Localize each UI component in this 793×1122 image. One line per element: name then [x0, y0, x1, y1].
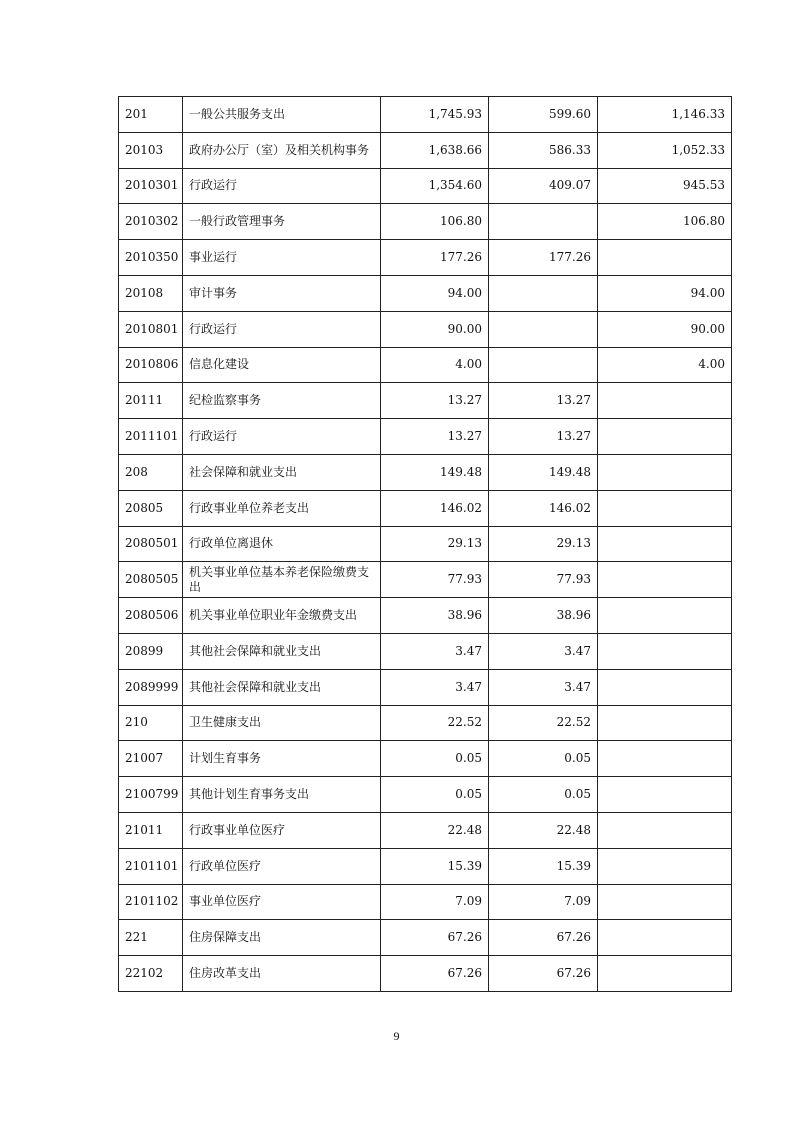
- subject-code-cell: 2011101: [119, 419, 183, 455]
- subject-name-cell: 其他计划生育事务支出: [183, 777, 381, 813]
- table-row: [119, 347, 732, 383]
- project-expenditure-cell: [598, 419, 732, 455]
- project-expenditure-cell: [598, 884, 732, 920]
- subject-name-cell: 纪检监察事务: [183, 383, 381, 419]
- table-row: [119, 419, 732, 455]
- subject-code-cell: 2010302: [119, 204, 183, 240]
- subject-name-cell: 行政运行: [183, 419, 381, 455]
- project-expenditure-cell: 4.00: [598, 347, 732, 383]
- subject-code-cell: 2089999: [119, 669, 183, 705]
- project-expenditure-cell: [598, 240, 732, 276]
- subject-code-cell: 20111: [119, 383, 183, 419]
- table-row: [119, 812, 732, 848]
- subject-code-cell: 20108: [119, 275, 183, 311]
- project-expenditure-cell: 1,146.33: [598, 97, 732, 133]
- basic-expenditure-cell: [489, 275, 598, 311]
- total-amount-cell: 177.26: [381, 240, 489, 276]
- subject-name-cell: 行政运行: [183, 311, 381, 347]
- project-expenditure-cell: 94.00: [598, 275, 732, 311]
- basic-expenditure-cell: 22.48: [489, 812, 598, 848]
- subject-code-cell: 201: [119, 97, 183, 133]
- basic-expenditure-cell: 146.02: [489, 490, 598, 526]
- subject-name-cell: 行政事业单位养老支出: [183, 490, 381, 526]
- subject-name-cell: 一般公共服务支出: [183, 97, 381, 133]
- table-row: [119, 884, 732, 920]
- total-amount-cell: 3.47: [381, 633, 489, 669]
- basic-expenditure-cell: 599.60: [489, 97, 598, 133]
- total-amount-cell: 3.47: [381, 669, 489, 705]
- expenditure-table: [118, 96, 732, 992]
- basic-expenditure-cell: 0.05: [489, 777, 598, 813]
- basic-expenditure-cell: 0.05: [489, 741, 598, 777]
- table-row: [119, 311, 732, 347]
- subject-code-cell: 2100799: [119, 777, 183, 813]
- table-row: [119, 275, 732, 311]
- total-amount-cell: 146.02: [381, 490, 489, 526]
- project-expenditure-cell: 1,052.33: [598, 132, 732, 168]
- table-row: [119, 383, 732, 419]
- subject-name-cell: 住房改革支出: [183, 956, 381, 992]
- project-expenditure-cell: [598, 812, 732, 848]
- project-expenditure-cell: 945.53: [598, 168, 732, 204]
- subject-code-cell: 221: [119, 920, 183, 956]
- basic-expenditure-cell: 22.52: [489, 705, 598, 741]
- project-expenditure-cell: 106.80: [598, 204, 732, 240]
- subject-name-cell: 事业运行: [183, 240, 381, 276]
- basic-expenditure-cell: 13.27: [489, 419, 598, 455]
- project-expenditure-cell: [598, 490, 732, 526]
- subject-code-cell: 20103: [119, 132, 183, 168]
- basic-expenditure-cell: 77.93: [489, 562, 598, 598]
- total-amount-cell: 0.05: [381, 741, 489, 777]
- subject-code-cell: 2010350: [119, 240, 183, 276]
- total-amount-cell: 1,638.66: [381, 132, 489, 168]
- project-expenditure-cell: [598, 705, 732, 741]
- total-amount-cell: 22.52: [381, 705, 489, 741]
- subject-code-cell: 20805: [119, 490, 183, 526]
- project-expenditure-cell: [598, 777, 732, 813]
- subject-name-cell: 计划生育事务: [183, 741, 381, 777]
- subject-code-cell: 20899: [119, 633, 183, 669]
- project-expenditure-cell: [598, 848, 732, 884]
- subject-code-cell: 2080501: [119, 526, 183, 562]
- subject-name-cell: 行政单位离退休: [183, 526, 381, 562]
- table-row: [119, 669, 732, 705]
- subject-name-cell: 信息化建设: [183, 347, 381, 383]
- subject-code-cell: 2080506: [119, 598, 183, 634]
- basic-expenditure-cell: 149.48: [489, 454, 598, 490]
- project-expenditure-cell: [598, 669, 732, 705]
- project-expenditure-cell: [598, 562, 732, 598]
- basic-expenditure-cell: 38.96: [489, 598, 598, 634]
- project-expenditure-cell: 90.00: [598, 311, 732, 347]
- total-amount-cell: 106.80: [381, 204, 489, 240]
- subject-code-cell: 208: [119, 454, 183, 490]
- project-expenditure-cell: [598, 383, 732, 419]
- total-amount-cell: 77.93: [381, 562, 489, 598]
- subject-name-cell: 机关事业单位基本养老保险缴费支出: [183, 562, 381, 598]
- subject-name-cell: 卫生健康支出: [183, 705, 381, 741]
- subject-name-cell: 住房保障支出: [183, 920, 381, 956]
- total-amount-cell: 0.05: [381, 777, 489, 813]
- subject-code-cell: 2010801: [119, 311, 183, 347]
- project-expenditure-cell: [598, 920, 732, 956]
- table-row: [119, 168, 732, 204]
- subject-name-cell: 行政运行: [183, 168, 381, 204]
- table-row: [119, 454, 732, 490]
- total-amount-cell: 67.26: [381, 920, 489, 956]
- table-row: [119, 240, 732, 276]
- subject-name-cell: 政府办公厅（室）及相关机构事务: [183, 132, 381, 168]
- total-amount-cell: 67.26: [381, 956, 489, 992]
- basic-expenditure-cell: [489, 347, 598, 383]
- basic-expenditure-cell: 67.26: [489, 956, 598, 992]
- total-amount-cell: 13.27: [381, 383, 489, 419]
- total-amount-cell: 13.27: [381, 419, 489, 455]
- subject-name-cell: 审计事务: [183, 275, 381, 311]
- table-row: [119, 741, 732, 777]
- table-row: [119, 705, 732, 741]
- total-amount-cell: 38.96: [381, 598, 489, 634]
- table-row: [119, 490, 732, 526]
- subject-name-cell: 社会保障和就业支出: [183, 454, 381, 490]
- table-body: [119, 97, 732, 992]
- table-row: [119, 777, 732, 813]
- subject-name-cell: 事业单位医疗: [183, 884, 381, 920]
- total-amount-cell: 7.09: [381, 884, 489, 920]
- total-amount-cell: 94.00: [381, 275, 489, 311]
- basic-expenditure-cell: 13.27: [489, 383, 598, 419]
- table-row: [119, 598, 732, 634]
- subject-code-cell: 2010301: [119, 168, 183, 204]
- table-row: [119, 920, 732, 956]
- basic-expenditure-cell: 586.33: [489, 132, 598, 168]
- subject-code-cell: 2101102: [119, 884, 183, 920]
- table-row: [119, 204, 732, 240]
- subject-name-cell: 其他社会保障和就业支出: [183, 633, 381, 669]
- table-row: [119, 848, 732, 884]
- project-expenditure-cell: [598, 741, 732, 777]
- project-expenditure-cell: [598, 526, 732, 562]
- subject-code-cell: 21007: [119, 741, 183, 777]
- subject-code-cell: 22102: [119, 956, 183, 992]
- subject-code-cell: 210: [119, 705, 183, 741]
- subject-code-cell: 21011: [119, 812, 183, 848]
- total-amount-cell: 90.00: [381, 311, 489, 347]
- basic-expenditure-cell: 67.26: [489, 920, 598, 956]
- total-amount-cell: 22.48: [381, 812, 489, 848]
- subject-name-cell: 其他社会保障和就业支出: [183, 669, 381, 705]
- basic-expenditure-cell: 3.47: [489, 669, 598, 705]
- basic-expenditure-cell: 3.47: [489, 633, 598, 669]
- subject-name-cell: 行政单位医疗: [183, 848, 381, 884]
- table-row: [119, 633, 732, 669]
- total-amount-cell: 15.39: [381, 848, 489, 884]
- total-amount-cell: 29.13: [381, 526, 489, 562]
- basic-expenditure-cell: 15.39: [489, 848, 598, 884]
- project-expenditure-cell: [598, 454, 732, 490]
- table-row: [119, 562, 732, 598]
- basic-expenditure-cell: [489, 204, 598, 240]
- subject-name-cell: 行政事业单位医疗: [183, 812, 381, 848]
- table-row: [119, 97, 732, 133]
- total-amount-cell: 4.00: [381, 347, 489, 383]
- basic-expenditure-cell: 409.07: [489, 168, 598, 204]
- basic-expenditure-cell: 29.13: [489, 526, 598, 562]
- total-amount-cell: 1,354.60: [381, 168, 489, 204]
- basic-expenditure-cell: 177.26: [489, 240, 598, 276]
- project-expenditure-cell: [598, 956, 732, 992]
- total-amount-cell: 1,745.93: [381, 97, 489, 133]
- basic-expenditure-cell: [489, 311, 598, 347]
- basic-expenditure-cell: 7.09: [489, 884, 598, 920]
- table-row: [119, 132, 732, 168]
- subject-code-cell: 2101101: [119, 848, 183, 884]
- project-expenditure-cell: [598, 598, 732, 634]
- subject-name-cell: 一般行政管理事务: [183, 204, 381, 240]
- table-row: [119, 526, 732, 562]
- subject-name-cell: 机关事业单位职业年金缴费支出: [183, 598, 381, 634]
- project-expenditure-cell: [598, 633, 732, 669]
- page-number: 9: [393, 1029, 400, 1043]
- subject-code-cell: 2010806: [119, 347, 183, 383]
- table-row: [119, 956, 732, 992]
- subject-code-cell: 2080505: [119, 562, 183, 598]
- total-amount-cell: 149.48: [381, 454, 489, 490]
